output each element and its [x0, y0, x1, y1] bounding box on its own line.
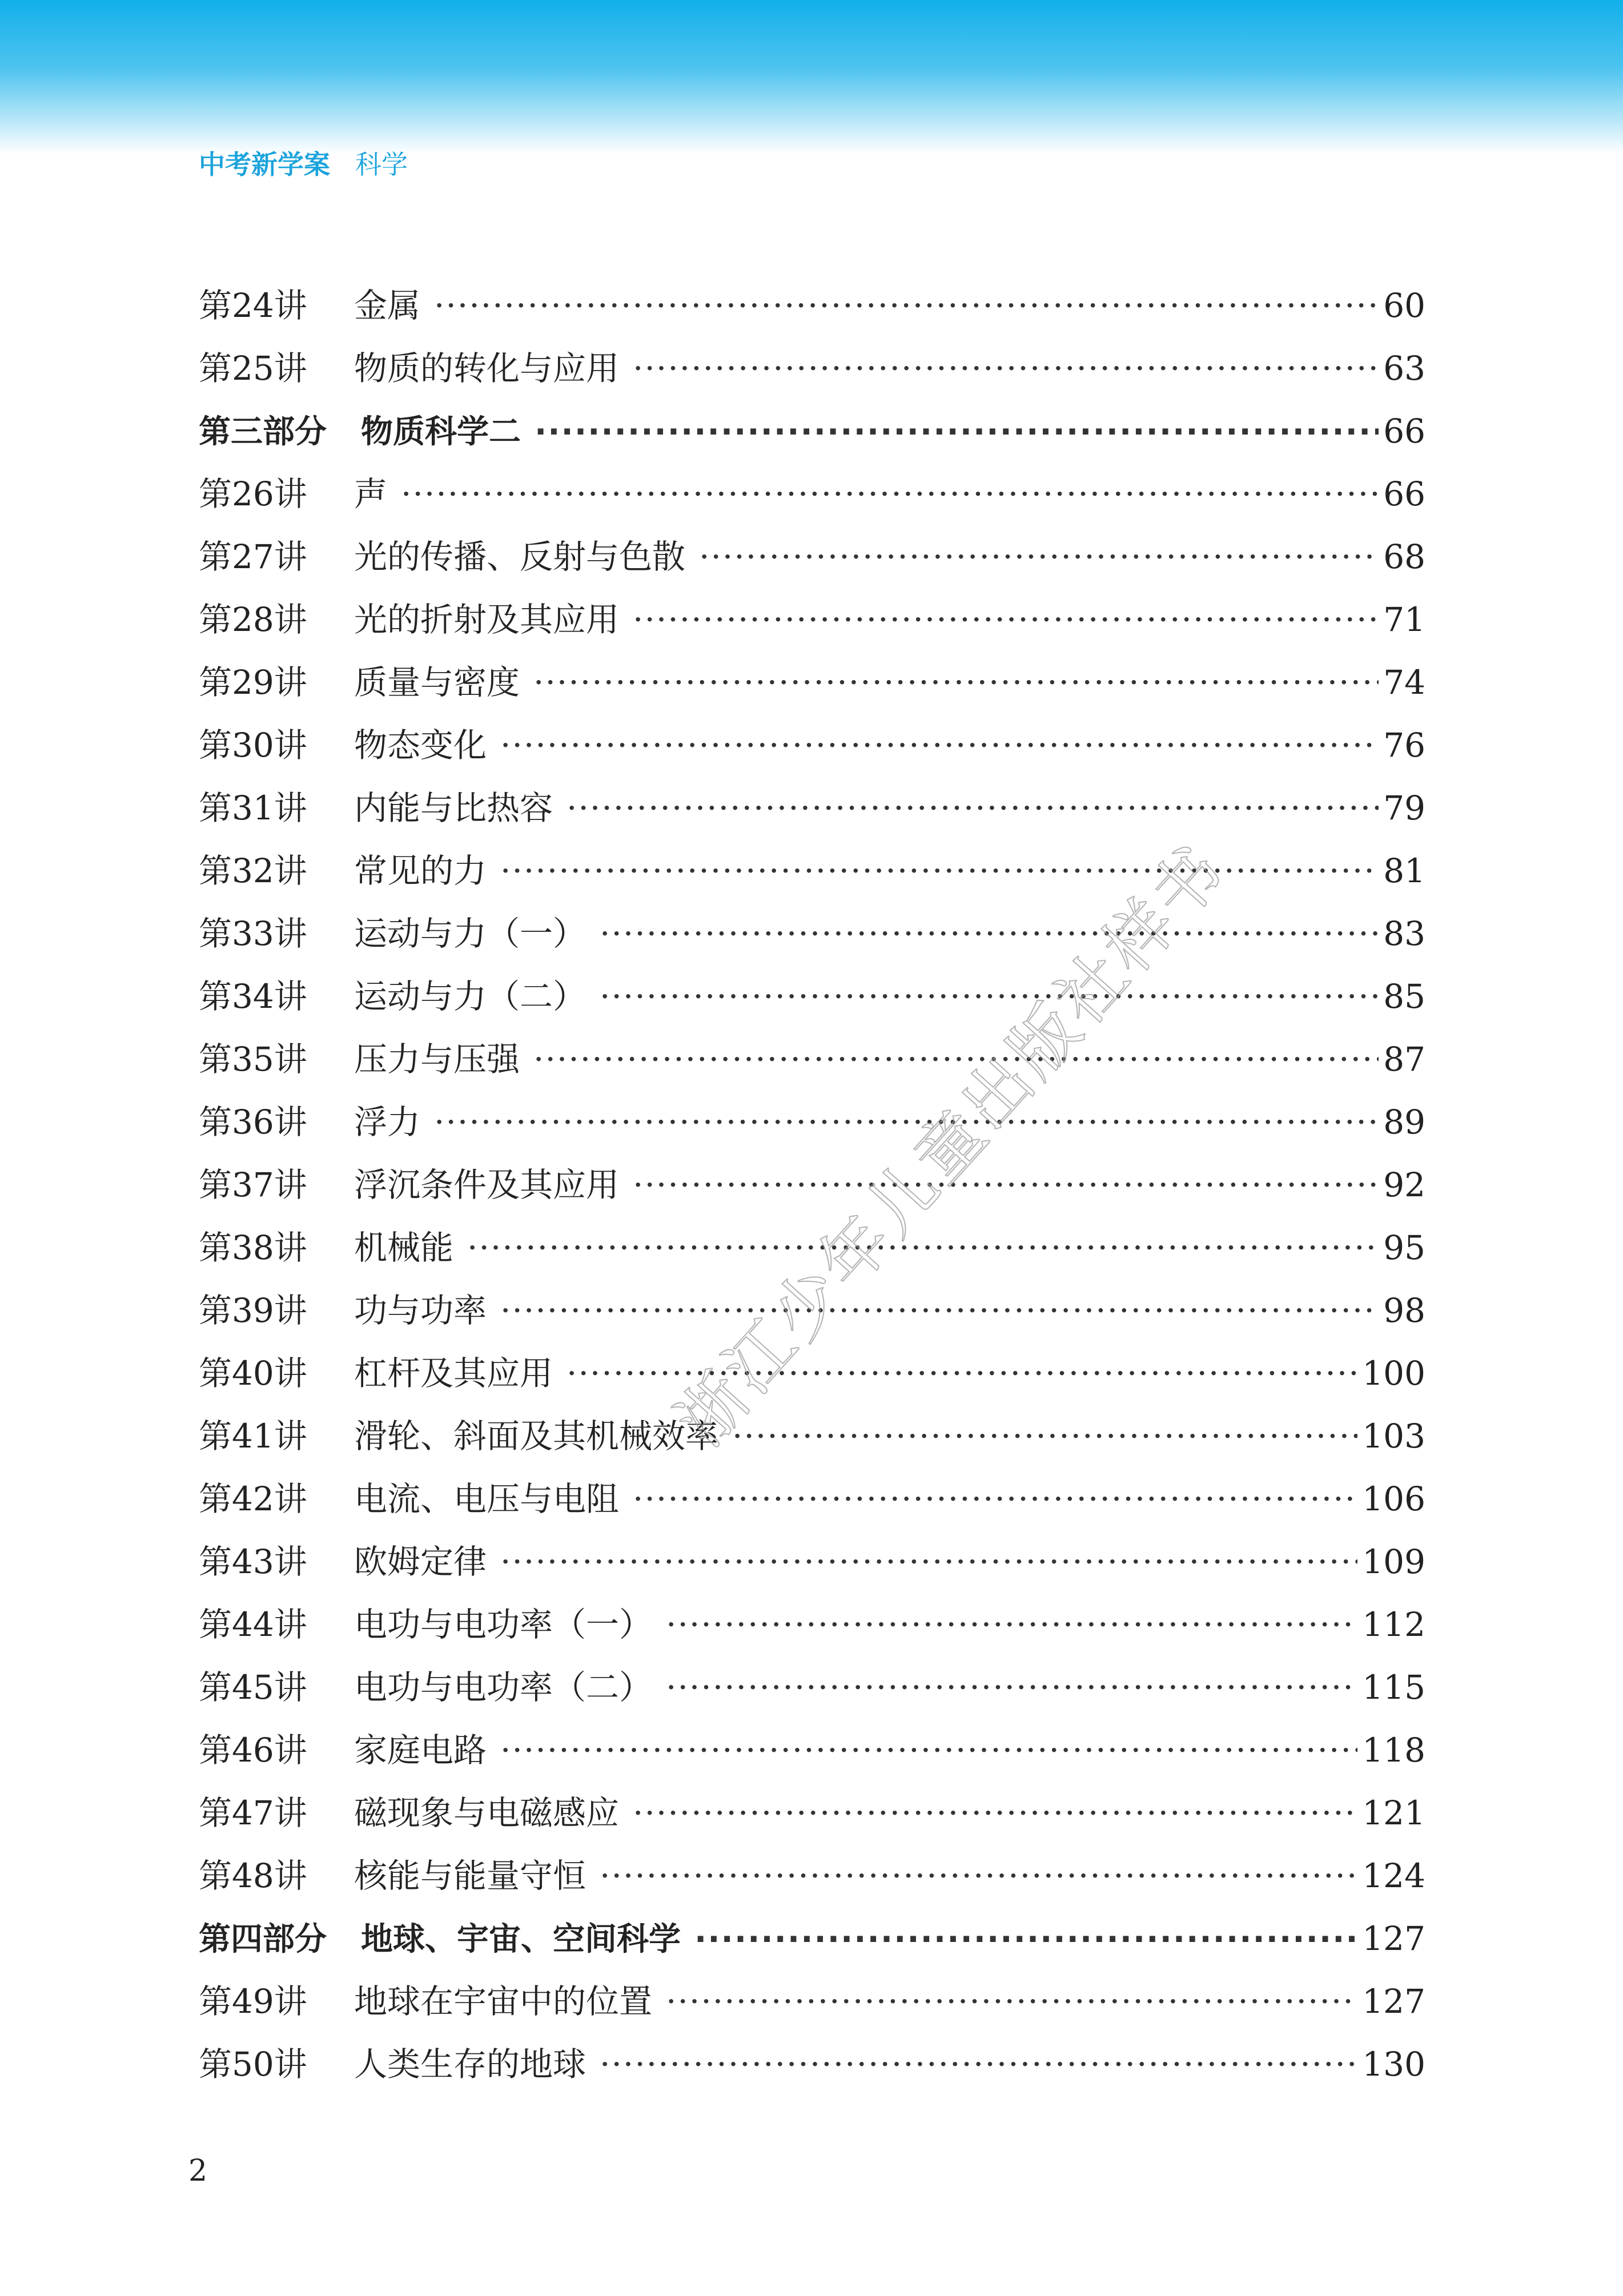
entry-title: 机械能: [354, 1228, 454, 1267]
entry-page-number: 112: [1362, 1605, 1425, 1644]
dot-leader: [535, 401, 1379, 464]
entry-page-number: 79: [1383, 789, 1425, 827]
toc-row[interactable]: [199, 1970, 1425, 2033]
toc-row[interactable]: [199, 777, 1425, 839]
entry-title: 电流、电压与电阻: [354, 1479, 620, 1518]
entry-title: 地球在宇宙中的位置: [354, 1982, 653, 2021]
entry-page-number: 98: [1383, 1291, 1425, 1330]
lecture-number: 第36讲: [199, 1103, 307, 1141]
dot-leader: [699, 525, 1379, 588]
top-color-band: [0, 0, 1623, 154]
lecture-number: 第41讲: [199, 1417, 307, 1455]
lecture-number: 第50讲: [199, 2045, 307, 2084]
lecture-number: 第44讲: [199, 1605, 307, 1644]
entry-page-number: 63: [1383, 349, 1425, 388]
dot-leader: [500, 1279, 1379, 1342]
toc-row[interactable]: [199, 965, 1425, 1028]
entry-title: 功与功率: [354, 1291, 487, 1330]
entry-page-number: 109: [1362, 1542, 1425, 1581]
lecture-number: 第34讲: [199, 977, 307, 1016]
dot-leader: [600, 1844, 1357, 1907]
dot-leader: [600, 902, 1379, 965]
entry-page-number: 66: [1383, 475, 1425, 513]
toc-part-row[interactable]: [199, 1907, 1425, 1970]
dot-leader: [567, 777, 1379, 839]
entry-page-number: 76: [1383, 726, 1425, 765]
dot-leader: [694, 1908, 1357, 1971]
toc-row[interactable]: [199, 1530, 1425, 1593]
lecture-number: 第39讲: [199, 1291, 307, 1330]
entry-title: 电功与电功率（二）: [354, 1668, 653, 1707]
toc-row[interactable]: [199, 902, 1425, 965]
entry-title: 磁现象与电磁感应: [354, 1794, 620, 1832]
lecture-number: 第25讲: [199, 349, 307, 388]
entry-page-number: 71: [1383, 600, 1425, 639]
lecture-number: 第38讲: [199, 1228, 307, 1267]
toc-row[interactable]: [199, 1782, 1425, 1844]
lecture-number: 第32讲: [199, 851, 307, 890]
entry-title: 运动与力（二）: [354, 977, 586, 1016]
lecture-number: 第35讲: [199, 1040, 307, 1079]
entry-page-number: 121: [1362, 1794, 1425, 1832]
entry-title: 核能与能量守恒: [354, 1856, 586, 1895]
lecture-number: 第26讲: [199, 475, 307, 513]
entry-page-number: 81: [1383, 851, 1425, 890]
toc-row[interactable]: [199, 1844, 1425, 1907]
page-number: 2: [188, 2154, 208, 2188]
dot-leader: [666, 1656, 1357, 1719]
toc-part-row[interactable]: [199, 400, 1425, 463]
dot-leader: [633, 1153, 1379, 1216]
entry-title: 地球、宇宙、空间科学: [361, 1921, 681, 1958]
entry-page-number: 127: [1362, 1982, 1425, 2021]
dot-leader: [732, 1405, 1357, 1467]
toc-row[interactable]: [199, 1405, 1425, 1467]
toc-row[interactable]: [199, 1719, 1425, 1782]
entry-page-number: 68: [1383, 537, 1425, 576]
toc-row[interactable]: [199, 651, 1425, 714]
toc-row[interactable]: [199, 588, 1425, 651]
lecture-number: 第37讲: [199, 1165, 307, 1204]
subject-label: 科学: [355, 149, 408, 180]
entry-page-number: 83: [1383, 914, 1425, 953]
entry-page-number: 124: [1362, 1856, 1425, 1895]
entry-title: 浮沉条件及其应用: [354, 1165, 620, 1204]
lecture-number: 第43讲: [199, 1542, 307, 1581]
lecture-number: 第29讲: [199, 663, 307, 702]
toc-row[interactable]: [199, 337, 1425, 400]
table-of-contents: [199, 274, 1425, 2096]
entry-title: 人类生存的地球: [354, 2045, 586, 2084]
dot-leader: [633, 337, 1379, 400]
entry-title: 物态变化: [354, 726, 487, 765]
lecture-number: 第47讲: [199, 1794, 307, 1832]
dot-leader: [600, 965, 1379, 1028]
toc-row[interactable]: [199, 2033, 1425, 2096]
lecture-number: 第24讲: [199, 286, 307, 325]
entry-title: 欧姆定律: [354, 1542, 487, 1581]
entry-title: 滑轮、斜面及其机械效率: [354, 1417, 719, 1455]
dot-leader: [533, 651, 1379, 714]
entry-page-number: 92: [1383, 1165, 1425, 1204]
dot-leader: [500, 1530, 1357, 1593]
entry-page-number: 103: [1362, 1417, 1425, 1455]
entry-title: 内能与比热容: [354, 789, 553, 827]
entry-page-number: 95: [1383, 1228, 1425, 1267]
entry-page-number: 60: [1383, 286, 1425, 325]
book-title: 中考新学案: [199, 149, 330, 180]
dot-leader: [401, 463, 1379, 525]
lecture-number: 第49讲: [199, 1982, 307, 2021]
dot-leader: [633, 1782, 1357, 1844]
entry-title: 物质的转化与应用: [354, 349, 620, 388]
toc-row[interactable]: [199, 1091, 1425, 1153]
entry-page-number: 89: [1383, 1103, 1425, 1141]
lecture-number: 第31讲: [199, 789, 307, 827]
toc-row[interactable]: [199, 525, 1425, 588]
entry-title: 运动与力（一）: [354, 914, 586, 953]
toc-row[interactable]: [199, 463, 1425, 525]
dot-leader: [500, 714, 1379, 777]
dot-leader: [600, 2033, 1357, 2096]
toc-row[interactable]: [199, 1656, 1425, 1719]
entry-page-number: 74: [1383, 663, 1425, 702]
entry-title: 光的折射及其应用: [354, 600, 620, 639]
part-label: 第四部分: [199, 1921, 327, 1958]
running-header: [199, 144, 408, 182]
toc-row[interactable]: [199, 1153, 1425, 1216]
entry-page-number: 100: [1362, 1354, 1425, 1393]
entry-title: 金属: [354, 286, 421, 325]
lecture-number: 第48讲: [199, 1856, 307, 1895]
entry-page-number: 115: [1362, 1668, 1425, 1707]
entry-title: 浮力: [354, 1103, 421, 1141]
lecture-number: 第40讲: [199, 1354, 307, 1393]
entry-title: 常见的力: [354, 851, 487, 890]
lecture-number: 第28讲: [199, 600, 307, 639]
lecture-number: 第46讲: [199, 1731, 307, 1770]
entry-page-number: 106: [1362, 1479, 1425, 1518]
watermark: 浙江少年儿童出版社样书: [661, 829, 1242, 1461]
toc-row[interactable]: [199, 1028, 1425, 1091]
toc-row[interactable]: [199, 1467, 1425, 1530]
dot-leader: [666, 1970, 1357, 2033]
part-label: 第三部分: [199, 413, 327, 451]
entry-title: 声: [354, 475, 388, 513]
dot-leader: [666, 1593, 1357, 1656]
toc-row[interactable]: [199, 714, 1425, 777]
entry-page-number: 66: [1383, 412, 1425, 451]
entry-title: 电功与电功率（一）: [354, 1605, 653, 1644]
dot-leader: [633, 1467, 1357, 1530]
entry-page-number: 130: [1362, 2045, 1425, 2084]
entry-title: 物质科学二: [361, 413, 521, 451]
dot-leader: [500, 1719, 1357, 1782]
entry-page-number: 87: [1383, 1040, 1425, 1079]
entry-title: 质量与密度: [354, 663, 520, 702]
lecture-number: 第42讲: [199, 1479, 307, 1518]
entry-title: 光的传播、反射与色散: [354, 537, 686, 576]
entry-page-number: 118: [1362, 1731, 1425, 1770]
entry-page-number: 127: [1362, 1919, 1425, 1958]
lecture-number: 第30讲: [199, 726, 307, 765]
entry-page-number: 85: [1383, 977, 1425, 1016]
toc-row[interactable]: [199, 274, 1425, 337]
lecture-number: 第33讲: [199, 914, 307, 953]
lecture-number: 第27讲: [199, 537, 307, 576]
dot-leader: [434, 274, 1379, 337]
entry-title: 家庭电路: [354, 1731, 487, 1770]
entry-title: 压力与压强: [354, 1040, 520, 1079]
entry-title: 杠杆及其应用: [354, 1354, 553, 1393]
lecture-number: 第45讲: [199, 1668, 307, 1707]
dot-leader: [633, 588, 1379, 651]
toc-row[interactable]: [199, 1593, 1425, 1656]
